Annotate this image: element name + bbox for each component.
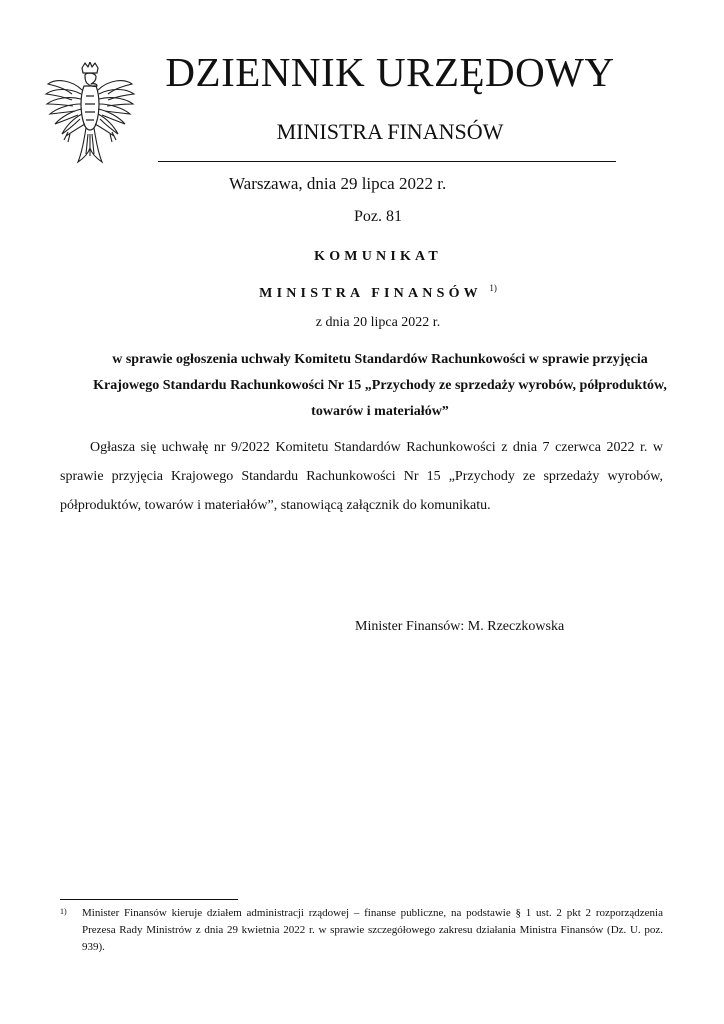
position-number: Poz. 81: [354, 208, 402, 225]
footnote-mark: 1): [60, 907, 67, 916]
journal-title: DZIENNIK URZĘDOWY: [165, 49, 615, 95]
document-type: KOMUNIKAT: [314, 249, 442, 264]
footnote-reference: 1): [489, 283, 497, 293]
white-eagle-emblem-icon: [44, 62, 136, 168]
document-body: Ogłasza się uchwałę nr 9/2022 Komitetu Standardów Rachunkowości z dnia 7 czerwca 2022 r. w sprawie przyjęcia Krajowego Standardu Rachunkowości Nr 15 „Przychody ze sprzedaży wyrobów, półproduktów, towarów i materiałów”, stanowiącą załącznik do komunikatu.: [60, 440, 663, 513]
journal-subtitle: MINISTRA FINANSÓW: [276, 119, 504, 144]
footnote-divider: [60, 899, 238, 900]
footnote-text: Minister Finansów kieruje działem administracji rządowej – finanse publiczne, na podstawie § 1 ust. 2 pkt 2 rozporządzenia Prezesa Rady Ministrów z dnia 29 kwietnia 2022 r. w sprawie szczegółowego zakresu działania Ministra Finansów (Dz. U. poz. 939).: [82, 907, 663, 953]
document-date: z dnia 20 lipca 2022 r.: [315, 315, 441, 330]
document-subject: w sprawie ogłoszenia uchwały Komitetu Standardów Rachunkowości w sprawie przyjęcia Krajowego Standardu Rachunkowości Nr 15 „Przychody ze sprzedaży wyrobów, półproduktów, towarów i materiałów”: [93, 352, 667, 419]
publication-date: Warszawa, dnia 29 lipca 2022 r.: [229, 174, 447, 193]
footnote: [60, 905, 663, 956]
signature: Minister Finansów: M. Rzeczkowska: [355, 619, 565, 634]
document-issuer: [0, 283, 724, 302]
issuer-name: MINISTRA FINANSÓW: [259, 286, 482, 301]
masthead-divider: [158, 161, 616, 162]
